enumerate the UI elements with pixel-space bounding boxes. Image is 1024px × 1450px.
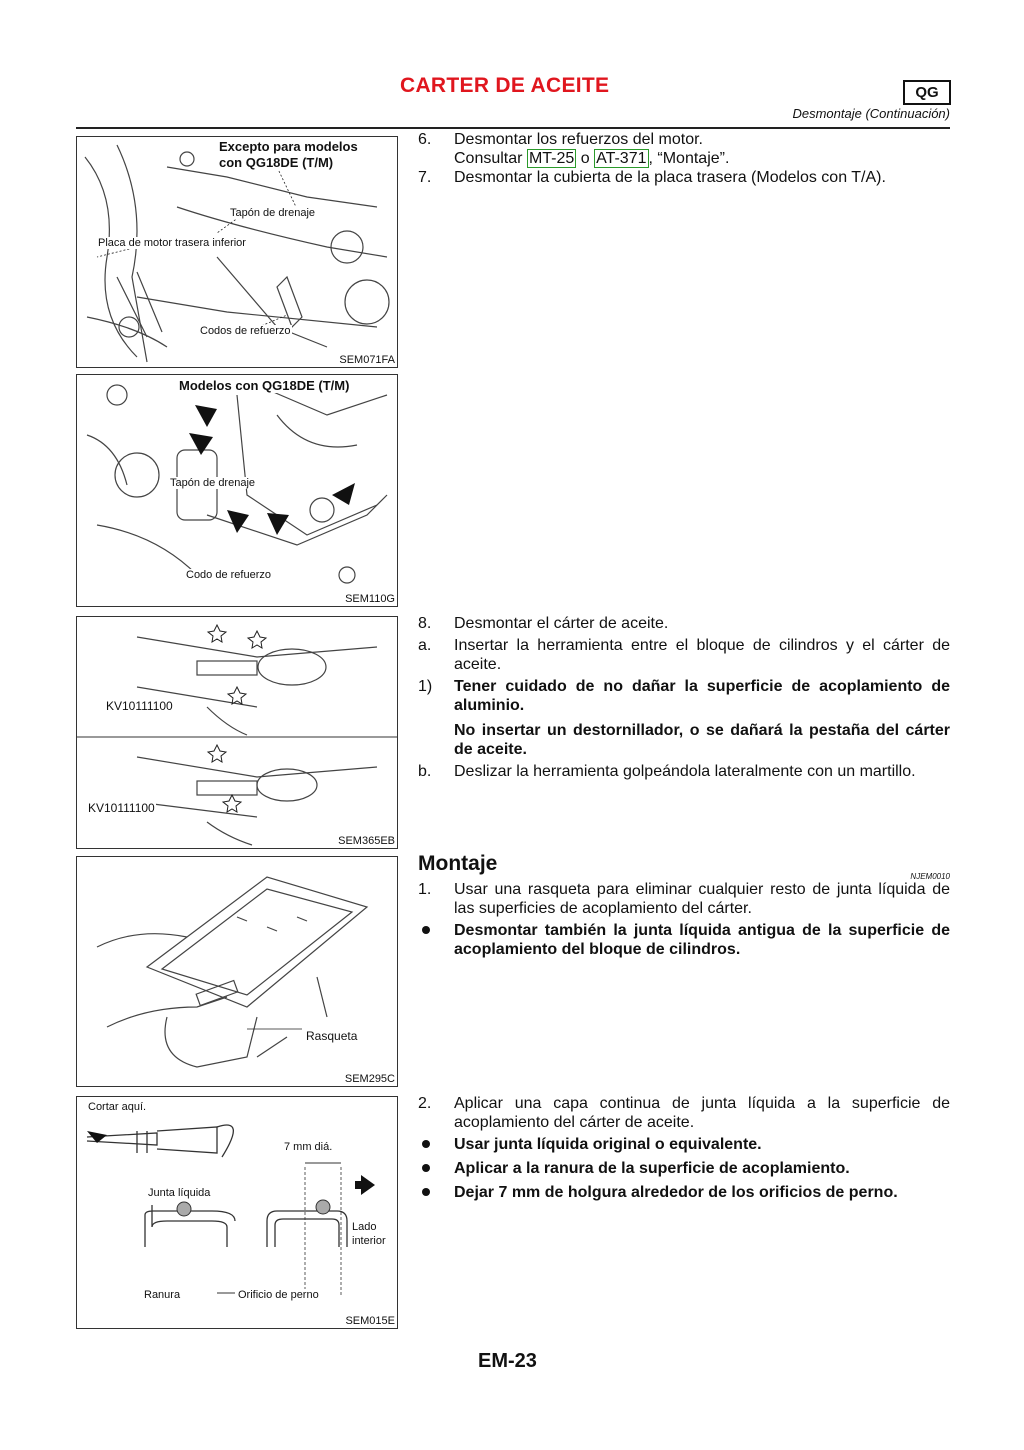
bullet-icon xyxy=(422,926,430,934)
step-text: Deslizar la herramienta golpeándola lateralmente con un martillo. xyxy=(454,763,916,780)
montaje-step-1 xyxy=(418,880,950,918)
header-rule xyxy=(76,127,950,129)
step-8 xyxy=(418,614,950,633)
step-number: 7. xyxy=(418,169,432,186)
section-code: NJEM0010 xyxy=(910,872,950,881)
bullet-text: Usar junta líquida original o equivalente. xyxy=(454,1136,762,1153)
diameter-label: 7 mm diá. xyxy=(284,1141,333,1153)
figure-title: Modelos con QG18DE (T/M) xyxy=(179,378,350,393)
drain-plug-label: Tapón de drenaje xyxy=(230,207,316,219)
consult-text: Consultar xyxy=(454,150,523,167)
step-a xyxy=(418,636,950,674)
step-number: 8. xyxy=(418,615,432,632)
liquid-gasket-label: Junta líquida xyxy=(148,1187,211,1199)
caution-text: Tener cuidado de no dañar la superficie de acoplamiento de aluminio. xyxy=(454,678,950,714)
step-text: Usar una rasqueta para eliminar cualquier resto de junta líquida de las superficies de acoplamiento del cárter. xyxy=(454,881,950,917)
figure-code: SEM295C xyxy=(344,1073,395,1085)
step-number: 1) xyxy=(418,678,433,695)
page-subtitle: Desmontaje (Continuación) xyxy=(792,106,950,121)
figure-title-line1: Excepto para modelos xyxy=(219,139,358,154)
bullet-icon xyxy=(422,1164,430,1172)
page-title: CARTER DE ACEITE xyxy=(400,74,610,97)
bolt-hole-label: Orificio de perno xyxy=(238,1289,319,1301)
montaje-bullet xyxy=(418,1159,950,1178)
montaje-bullet xyxy=(418,1135,950,1154)
step-7 xyxy=(418,168,950,187)
text-block-3 xyxy=(418,880,950,959)
page-number: EM-23 xyxy=(478,1350,537,1372)
bullet-icon xyxy=(422,1188,430,1196)
figure-code: SEM015E xyxy=(345,1315,395,1327)
figure-code: SEM110G xyxy=(345,593,395,605)
groove-label: Ranura xyxy=(144,1289,181,1301)
inner-side-label-1: Lado xyxy=(352,1221,377,1233)
step-text: Desmontar los refuerzos del motor. xyxy=(454,131,703,148)
bullet-icon xyxy=(422,1140,430,1148)
link-at-371[interactable]: AT-371 xyxy=(596,150,647,167)
step-number: 2. xyxy=(418,1095,432,1112)
step-b xyxy=(418,762,950,781)
step-text: Insertar la herramienta entre el bloque de cilindros y el cárter de aceite. xyxy=(454,637,950,673)
montaje-bullet xyxy=(418,1183,950,1202)
figure-title-line2: con QG18DE (T/M) xyxy=(219,155,334,170)
warning-text: No insertar un destornillador, o se dañará la pestaña del cárter de aceite. xyxy=(454,722,950,758)
bullet-text: Desmontar también la junta líquida antigua de la superficie de acoplamiento del bloque de cilindros. xyxy=(454,922,950,958)
text-block-1 xyxy=(418,130,950,187)
scraper-label: Rasqueta xyxy=(306,1029,358,1043)
montaje-bullet xyxy=(418,921,950,959)
tool-label: KV10111100 xyxy=(106,699,173,713)
oil-pan-scraper-illustration xyxy=(77,857,397,1086)
step-text: Aplicar una capa continua de junta líquida a la superficie de acoplamiento del cárter de aceite. xyxy=(454,1095,950,1131)
text-block-4 xyxy=(418,1094,950,1202)
figure-code: SEM365EB xyxy=(338,835,395,847)
step-text: Desmontar el cárter de aceite. xyxy=(454,615,669,632)
step-6 xyxy=(418,130,950,168)
bullet-text: Aplicar a la ranura de la superficie de acoplamiento. xyxy=(454,1160,850,1177)
or-text: o xyxy=(580,150,590,167)
step-1-caution xyxy=(418,677,950,715)
bullet-text: Dejar 7 mm de holgura alrededor de los orificios de perno. xyxy=(454,1184,898,1201)
figure-sem071fa xyxy=(76,136,398,368)
figure-sem110g xyxy=(76,374,398,607)
engine-badge: QG xyxy=(903,80,951,105)
section-title: Montaje xyxy=(418,852,498,875)
drain-plug-label: Tapón de drenaje xyxy=(170,477,256,489)
step-number: 6. xyxy=(418,131,432,148)
gussets-label: Codos de refuerzo xyxy=(200,325,291,337)
rear-plate-label: Placa de motor trasera inferior xyxy=(98,237,246,249)
link-mt-25[interactable]: MT-25 xyxy=(528,150,575,167)
step-number: a. xyxy=(418,637,432,654)
figure-sem295c xyxy=(76,856,398,1087)
figure-sem365eb xyxy=(76,616,398,849)
warning xyxy=(418,721,950,759)
step-number: b. xyxy=(418,763,432,780)
cut-here-label: Cortar aquí. xyxy=(88,1101,147,1113)
inner-side-label-2: interior xyxy=(352,1235,386,1247)
montaje-step-2 xyxy=(418,1094,950,1132)
figure-sem015e xyxy=(76,1096,398,1329)
step-text: Desmontar la cubierta de la placa trasera (Modelos con T/A). xyxy=(454,169,886,186)
text-block-2 xyxy=(418,614,950,781)
montaje-ref: , “Montaje”. xyxy=(648,150,730,167)
tool-label: KV10111100 xyxy=(88,801,155,815)
step-number: 1. xyxy=(418,881,432,898)
figure-code: SEM071FA xyxy=(339,354,395,366)
gusset-label: Codo de refuerzo xyxy=(186,569,271,581)
